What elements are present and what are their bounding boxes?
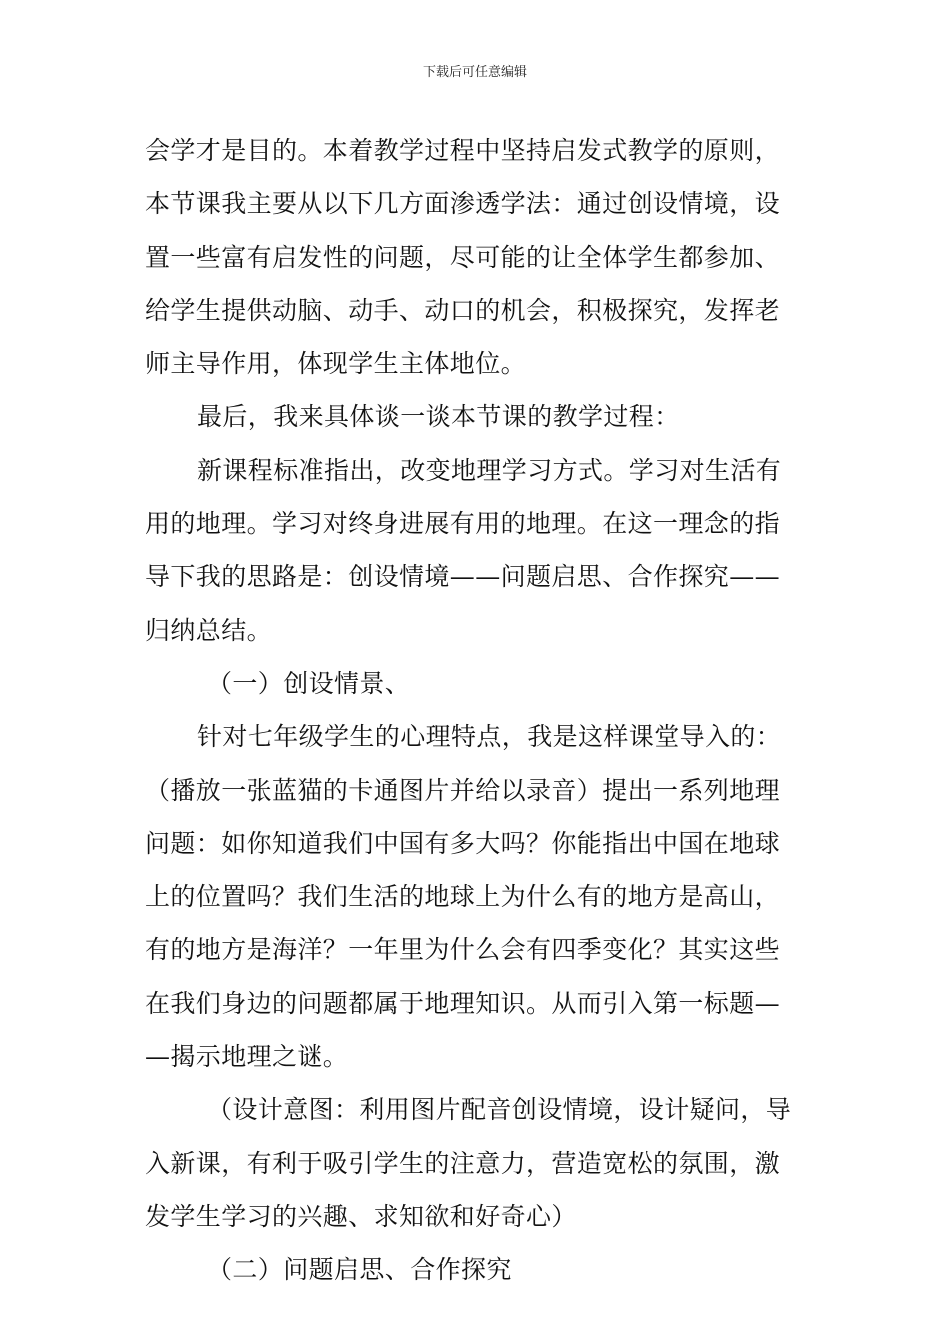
text-line: 本节课我主要从以下几方面渗透学法：通过创设情境，设 [145, 189, 781, 219]
text-line: 在我们身边的问题都属于地理知识。从而引入第一标题— [145, 988, 781, 1018]
text-line: 针对七年级学生的心理特点，我是这样课堂导入的： [197, 722, 782, 752]
text-line: 上的位置吗？我们生活的地球上为什么有的地方是高山， [145, 882, 781, 912]
text-line: 有的地方是海洋？一年里为什么会有四季变化？其实这些 [145, 935, 781, 965]
text-line: （一）创设情景、 [207, 668, 411, 698]
text-line: 问题：如你知道我们中国有多大吗？你能指出中国在地球 [145, 828, 781, 858]
text-line: —揭示地理之谜。 [145, 1042, 349, 1072]
text-line: 会学才是目的。本着教学过程中坚持启发式教学的原则， [145, 136, 781, 165]
text-line: 新课程标准指出，改变地理学习方式。学习对生活有 [197, 455, 782, 485]
text-line: 置一些富有启发性的问题，尽可能的让全体学生都参加、 [145, 242, 781, 272]
text-line: 最后，我来具体谈一谈本节课的教学过程： [197, 402, 680, 432]
text-line: （设计意图：利用图片配音创设情境，设计疑问，导 [207, 1095, 792, 1125]
text-line: 给学生提供动脑、动手、动口的机会，积极探究，发挥老 [145, 295, 781, 325]
text-line: 发学生学习的兴趣、求知欲和好奇心） [145, 1201, 577, 1231]
text-line: 入新课，有利于吸引学生的注意力，营造宽松的氛围，激 [145, 1148, 781, 1178]
text-line: 用的地理。学习对终身进展有用的地理。在这一理念的指 [145, 509, 781, 539]
text-line: 归纳总结。 [145, 615, 273, 645]
text-line: （播放一张蓝猫的卡通图片并给以录音）提出一系列地理 [145, 775, 781, 805]
text-line: 师主导作用，体现学生主体地位。 [145, 349, 527, 379]
text-line: 导下我的思路是：创设情境——问题启思、合作探究—— [145, 562, 781, 592]
text-line: （二）问题启思、合作探究 [207, 1255, 512, 1285]
page-header: 下载后可任意编辑 [422, 65, 527, 80]
document-body [145, 124, 810, 1297]
